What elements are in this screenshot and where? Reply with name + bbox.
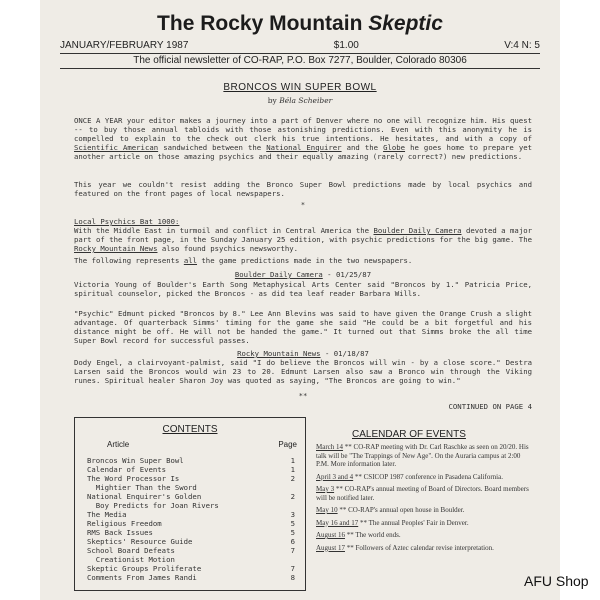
contents-item — [87, 492, 295, 501]
calendar-event-date: August 17 — [316, 543, 345, 552]
article-paragraph-1: ONCE A YEAR your editor makes a journey into a part of Denver where no one will recognize him. His quest -- to buy those annual tabloids with those astonishing predictions. Even with this anonymity he is compelled to explain to the check out clerk his true intentions. He hesitates, and with a copy of Scientific American sandwiched between the National Enquirer and the Globe he goes home to prepare yet another article on those amazing psychics and their equally amazing (rarely correct?) new predictions. — [74, 116, 532, 161]
contents-item-title: Broncos Win Super Bowl — [87, 456, 184, 465]
contents-item-page: 8 — [290, 573, 295, 582]
article-paragraph-3: The following represents all the game predictions made in the two newspapers. — [74, 256, 413, 265]
contents-item — [87, 519, 295, 528]
contents-item — [87, 483, 295, 492]
calendar-event-date: May 10 — [316, 506, 338, 514]
article-byline: by Béla Scheiber — [267, 96, 333, 105]
contents-item — [87, 555, 295, 564]
contents-item-page: 7 — [290, 546, 295, 555]
calendar-heading: CALENDAR OF EVENTS — [352, 429, 466, 440]
contents-item-title: Skeptic Groups Proliferate — [87, 564, 202, 573]
contents-item-page: 3 — [290, 510, 295, 519]
contents-item-page: 6 — [290, 537, 295, 546]
masthead-title: The Rocky Mountain Skeptic — [157, 12, 443, 35]
contents-item-page: 2 — [290, 492, 295, 501]
separator-star: * — [300, 200, 306, 209]
contents-col-article: Article — [107, 440, 130, 449]
contents-item-title: The Word Processor Is — [87, 474, 180, 483]
separator-stars: ** — [298, 391, 308, 400]
contents-item-page: 1 — [290, 456, 295, 465]
calendar-event-text: ** The annual Peoples' Fair in Denver. — [358, 518, 469, 527]
bdc-paragraph-2: "Psychic" Edmunt picked "Broncos by 8." Lee Ann Blevins was said to have given the Orange Crush a slight advantage. Of quarterback Simms' timing for the game she said "He could be a bit forgetful and his distance might be off. He will not be handed the game." It turned out that Simms broke the all time Super Bowl record for successful passes. — [74, 309, 532, 345]
issue-info-row — [60, 40, 540, 51]
contents-item-title: National Enquirer's Golden — [87, 492, 202, 501]
calendar-event — [316, 443, 532, 469]
article-title: BRONCOS WIN SUPER BOWL — [223, 82, 377, 93]
masthead-subtitle: The official newsletter of CO-RAP, P.O. Box 7277, Boulder, Colorado 80306 — [133, 55, 467, 66]
contents-item — [87, 474, 295, 483]
calendar-event — [316, 485, 532, 502]
masthead-rule-top — [60, 53, 540, 54]
calendar-list — [316, 443, 532, 556]
calendar-event-text: ** CSICOP 1987 conference in Pasadena California. — [353, 472, 503, 481]
contents-item-page: 5 — [290, 528, 295, 537]
calendar-event — [316, 519, 532, 528]
contents-item — [87, 465, 295, 474]
contents-box — [74, 417, 306, 591]
calendar-event-date: May 16 and 17 — [316, 518, 359, 527]
calendar-event-text: ** CO-RAP meeting with Dr. Carl Raschke as seen on 20/20. His talk will be "The Trappings of New Age". On the Auraria campus at 2:00 P.M. More information later. — [316, 443, 529, 468]
contents-item — [87, 501, 295, 510]
contents-item — [87, 537, 295, 546]
section-local-psychics: Local Psychics Bat 1000: With the Middle East in turmoil and conflict in Central America the Boulder Daily Camera devoted a major part of the front page, in the Sunday January 25 edition, with psychic predictions for the big game. The Rocky Mountain News also found psychics newsworthy. — [74, 217, 532, 253]
contents-item-page: 7 — [290, 564, 295, 573]
watermark-text: AFU Shop — [524, 573, 589, 589]
contents-item — [87, 510, 295, 519]
contents-item-title: Boy Predicts for Joan Rivers — [87, 501, 219, 510]
section-heading: Local Psychics Bat 1000: — [74, 217, 180, 226]
contents-item-title: The Media — [87, 510, 127, 519]
contents-item-title: Calendar of Events — [87, 465, 167, 474]
issue-date: JANUARY/FEBRUARY 1987 — [60, 40, 189, 51]
contents-item-page: 5 — [290, 519, 295, 528]
rmn-paragraph: Dody Engel, a clairvoyant-palmist, said "I do believe the Broncos will win - by a close score." Destra Larsen said the Broncos would win 23 to 20. Edmunt Larsen also saw a Bronco win through the Viking runes. Spiritual healer Sharon Joy was quoted as saying, "The Broncos are going to win." — [74, 358, 532, 385]
calendar-event-date: March 14 — [316, 443, 344, 451]
calendar-event — [316, 506, 532, 515]
calendar-event-text: ** The world ends. — [344, 531, 401, 539]
contents-item — [87, 456, 295, 465]
contents-heading: CONTENTS — [162, 424, 218, 435]
calendar-event-date: May 3 — [316, 485, 335, 493]
rmn-subheading: Rocky Mountain News - 01/18/87 — [237, 349, 369, 358]
calendar-event — [316, 531, 532, 540]
calendar-event-text: ** CO-RAP's annual open house in Boulder. — [337, 506, 465, 514]
calendar-event-text: ** Followers of Aztec calendar revise interpretation. — [344, 543, 494, 552]
issue-volume: V:4 N: 5 — [504, 40, 540, 51]
continued-note: CONTINUED ON PAGE 4 — [448, 402, 532, 411]
contents-item-title: RMS Back Issues — [87, 528, 153, 537]
calendar-event — [316, 473, 532, 482]
bdc-subheading: Boulder Daily Camera - 01/25/87 — [234, 270, 372, 279]
contents-item-title: Comments From James Randi — [87, 573, 197, 582]
contents-item-title: School Board Defeats — [87, 546, 175, 555]
contents-item-title: Religious Freedom — [87, 519, 162, 528]
newsletter-page — [40, 0, 560, 600]
contents-item — [87, 546, 295, 555]
calendar-event-date: April 3 and 4 — [316, 472, 354, 481]
contents-list — [87, 456, 295, 582]
contents-item — [87, 573, 295, 582]
contents-col-page: Page — [278, 440, 297, 449]
contents-item-title: Skeptics' Resource Guide — [87, 537, 193, 546]
contents-item-page: 2 — [290, 474, 295, 483]
bdc-paragraph-1: Victoria Young of Boulder's Earth Song Metaphysical Arts Center said "Broncos by 1." Patricia Price, spiritual counselor, picked the Broncos - as did tea leaf reader Barbara Wills. — [74, 280, 532, 298]
issue-price: $1.00 — [333, 40, 359, 51]
article-paragraph-2: This year we couldn't resist adding the Bronco Super Bowl predictions made by local psychics and featured on the front pages of local newspapers. — [74, 180, 532, 198]
calendar-event-text: ** CO-RAP's annual meeting of Board of Directors. Board members will be notified later. — [316, 485, 529, 502]
contents-item — [87, 564, 295, 573]
contents-item — [87, 528, 295, 537]
calendar-event-date: August 16 — [316, 531, 345, 539]
contents-item-title: Creationist Motion — [87, 555, 175, 564]
contents-item-page: 1 — [290, 465, 295, 474]
contents-item-title: Mightier Than the Sword — [87, 483, 197, 492]
masthead-rule-bottom — [60, 68, 540, 69]
calendar-event — [316, 544, 532, 553]
